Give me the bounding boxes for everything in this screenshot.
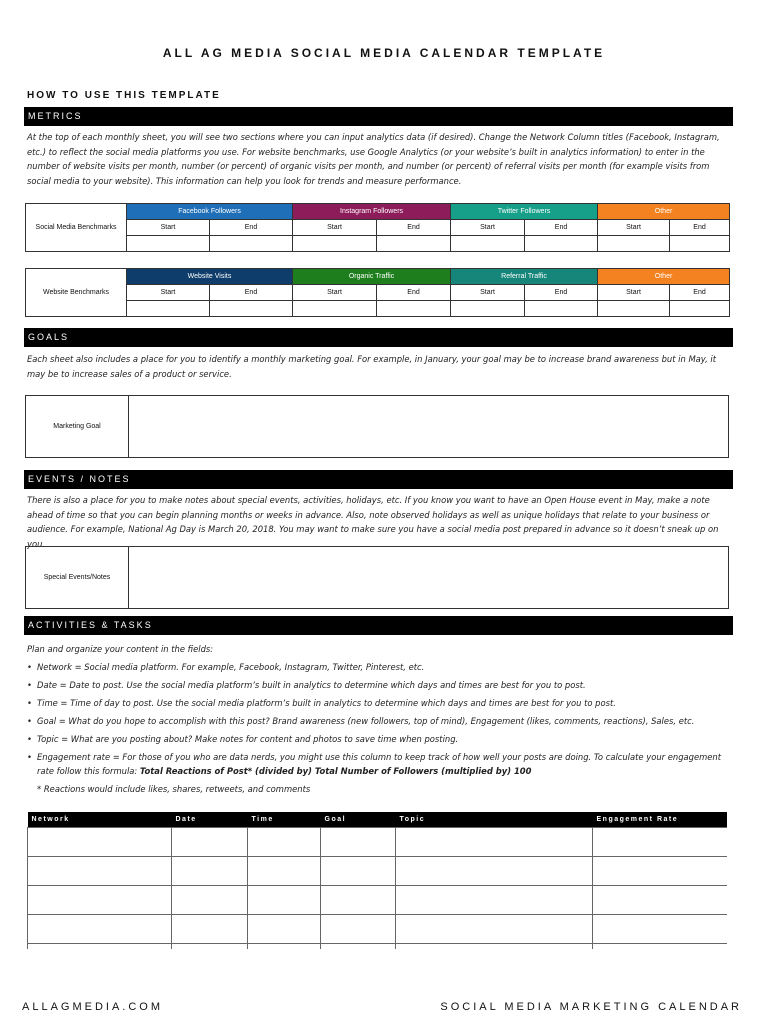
other-website-start-cell[interactable] xyxy=(598,301,670,317)
events-description: There is also a place for you to make notes about special events, activities, holidays, etc. If you know you want to have an Open House event in May, make a note ahead of time so that you can begin planning months or weeks in advance. Also, note observed holidays as well as unique holidays that relate to your business or audience. For example, National Ag Day is March 20, 2018. You may want to make sure you have a social media post prepared in advance so it doesn’t sneak up on you. xyxy=(27,495,719,549)
content-plan-table-wrapper xyxy=(27,812,727,949)
marketing-goal-label: Marketing Goal xyxy=(26,396,129,457)
page-title: ALL AG MEDIA SOCIAL MEDIA CALENDAR TEMPLATE xyxy=(162,46,606,60)
table-row xyxy=(28,944,728,950)
table-cell[interactable] xyxy=(396,828,593,857)
reactions-note: * Reactions would include likes, shares, retweets, and comments xyxy=(37,784,311,794)
special-events-label: Special Events/Notes xyxy=(26,547,129,608)
table-cell[interactable] xyxy=(172,886,248,915)
table-cell[interactable] xyxy=(28,857,172,886)
table-cell[interactable] xyxy=(396,944,593,950)
engagement-text: Engagement rate = For those of you who are data nerds, you might use this column to keep track of how well your posts are doing. To calculate your engagement rate follow this formula: xyxy=(37,752,722,776)
bullet-topic: • Topic = What are you posting about? Make notes for content and photos to save time when posting. xyxy=(27,732,732,746)
other-website-end-cell[interactable] xyxy=(670,301,730,317)
table-cell[interactable] xyxy=(172,828,248,857)
table-cell[interactable] xyxy=(396,857,593,886)
end-label: End xyxy=(670,220,730,236)
website-visits-end-cell[interactable] xyxy=(210,301,293,317)
table-cell[interactable] xyxy=(321,857,396,886)
column-engagement-rate: Engagement Rate xyxy=(593,812,728,828)
table-cell[interactable] xyxy=(28,828,172,857)
table-cell[interactable] xyxy=(321,886,396,915)
other-website-header: Other xyxy=(598,269,730,285)
other-social-header: Other xyxy=(598,204,730,220)
metrics-section-header: METRICS xyxy=(24,107,733,126)
bullet-goal: • Goal = What do you hope to accomplish with this post? Brand awareness (new followers, top of mind), Engagement (likes, comments, reactions), Sales, etc. xyxy=(27,714,732,728)
start-label: Start xyxy=(451,220,525,236)
column-topic: Topic xyxy=(396,812,593,828)
start-label: Start xyxy=(598,220,670,236)
instagram-end-cell[interactable] xyxy=(377,236,451,252)
goals-description: Each sheet also includes a place for you to identify a monthly marketing goal. For example, in January, your goal may be to increase brand awareness but in May, it may be to increase sales of a product or service. xyxy=(27,354,717,379)
organic-start-cell[interactable] xyxy=(293,301,377,317)
special-events-box xyxy=(25,546,729,609)
activities-intro: Plan and organize your content in the fields: xyxy=(27,644,214,654)
twitter-followers-header: Twitter Followers xyxy=(451,204,598,220)
referral-start-cell[interactable] xyxy=(451,301,525,317)
table-cell[interactable] xyxy=(248,915,321,944)
table-row xyxy=(28,828,728,857)
social-benchmarks-label: Social Media Benchmarks xyxy=(26,204,127,252)
table-cell[interactable] xyxy=(28,944,172,950)
table-cell[interactable] xyxy=(172,915,248,944)
end-label: End xyxy=(525,220,598,236)
table-row xyxy=(28,915,728,944)
table-cell[interactable] xyxy=(593,915,728,944)
table-cell[interactable] xyxy=(321,828,396,857)
start-label: Start xyxy=(127,220,210,236)
bullet-network: • Network = Social media platform. For example, Facebook, Instagram, Twitter, Pinterest, etc. xyxy=(27,660,732,674)
special-events-field[interactable] xyxy=(129,547,728,608)
table-cell[interactable] xyxy=(593,828,728,857)
bullet-date: • Date = Date to post. Use the social media platform’s built in analytics to determine which days and times are best for you to post. xyxy=(27,678,732,692)
instagram-start-cell[interactable] xyxy=(293,236,377,252)
events-section-header: EVENTS / NOTES xyxy=(24,470,733,489)
activities-section-header: ACTIVITIES & TASKS xyxy=(24,616,733,635)
table-cell[interactable] xyxy=(593,944,728,950)
metrics-description: At the top of each monthly sheet, you will see two sections where you can input analytics data (if desired). Change the Network Column titles (Facebook, Instagram, etc.) to reflect the social media platforms you use. For website benchmarks, use Google Analytics (or your website’s built in analytics information) to enter in the number of website visits per month, number (or percent) of organic visits per month, and number (or percent) of referral visits per month (for example visits from social media to your website). This information can help you look for trends and measure performance. xyxy=(27,132,720,186)
goals-section-header: GOALS xyxy=(24,328,733,347)
start-label: Start xyxy=(293,220,377,236)
organic-traffic-header: Organic Traffic xyxy=(293,269,451,285)
footer-website: ALLAGMEDIA.COM xyxy=(22,1001,164,1013)
bullet-time: • Time = Time of day to post. Use the social media platform’s built in analytics to determine which days and times are best for you to post. xyxy=(27,696,732,710)
other-social-start-cell[interactable] xyxy=(598,236,670,252)
table-cell[interactable] xyxy=(248,944,321,950)
end-label: End xyxy=(377,220,451,236)
end-label: End xyxy=(525,285,598,301)
table-cell[interactable] xyxy=(172,944,248,950)
table-cell[interactable] xyxy=(321,915,396,944)
table-cell[interactable] xyxy=(28,915,172,944)
table-cell[interactable] xyxy=(396,886,593,915)
start-label: Start xyxy=(451,285,525,301)
bullet-engagement xyxy=(27,750,732,778)
table-cell[interactable] xyxy=(248,886,321,915)
end-label: End xyxy=(377,285,451,301)
website-benchmarks-table xyxy=(25,268,730,317)
referral-end-cell[interactable] xyxy=(525,301,598,317)
table-row xyxy=(28,857,728,886)
column-network: Network xyxy=(28,812,172,828)
table-cell[interactable] xyxy=(593,857,728,886)
facebook-start-cell[interactable] xyxy=(127,236,210,252)
table-cell[interactable] xyxy=(396,915,593,944)
start-label: Start xyxy=(598,285,670,301)
end-label: End xyxy=(210,285,293,301)
table-cell[interactable] xyxy=(321,944,396,950)
marketing-goal-field[interactable] xyxy=(129,396,728,457)
table-cell[interactable] xyxy=(248,857,321,886)
instagram-followers-header: Instagram Followers xyxy=(293,204,451,220)
table-cell[interactable] xyxy=(248,828,321,857)
content-plan-table xyxy=(27,812,727,949)
footer-document-title: SOCIAL MEDIA MARKETING CALENDAR xyxy=(440,1001,742,1013)
facebook-end-cell[interactable] xyxy=(210,236,293,252)
start-label: Start xyxy=(127,285,210,301)
website-visits-header: Website Visits xyxy=(127,269,293,285)
twitter-end-cell[interactable] xyxy=(525,236,598,252)
website-visits-start-cell[interactable] xyxy=(127,301,210,317)
organic-end-cell[interactable] xyxy=(377,301,451,317)
table-row xyxy=(28,886,728,915)
column-date: Date xyxy=(172,812,248,828)
start-label: Start xyxy=(293,285,377,301)
how-to-heading: HOW TO USE THIS TEMPLATE xyxy=(27,90,221,101)
table-cell[interactable] xyxy=(172,857,248,886)
end-label: End xyxy=(670,285,730,301)
social-media-benchmarks-table xyxy=(25,203,730,252)
other-social-end-cell[interactable] xyxy=(670,236,730,252)
column-time: Time xyxy=(248,812,321,828)
activities-instructions xyxy=(27,642,732,796)
twitter-start-cell[interactable] xyxy=(451,236,525,252)
website-benchmarks-label: Website Benchmarks xyxy=(26,269,127,317)
referral-traffic-header: Referral Traffic xyxy=(451,269,598,285)
engagement-formula: Total Reactions of Post* (divided by) Total Number of Followers (multiplied by) 100 xyxy=(139,766,532,776)
column-goal: Goal xyxy=(321,812,396,828)
marketing-goal-box xyxy=(25,395,729,458)
facebook-followers-header: Facebook Followers xyxy=(127,204,293,220)
table-cell[interactable] xyxy=(28,886,172,915)
table-cell[interactable] xyxy=(593,886,728,915)
end-label: End xyxy=(210,220,293,236)
